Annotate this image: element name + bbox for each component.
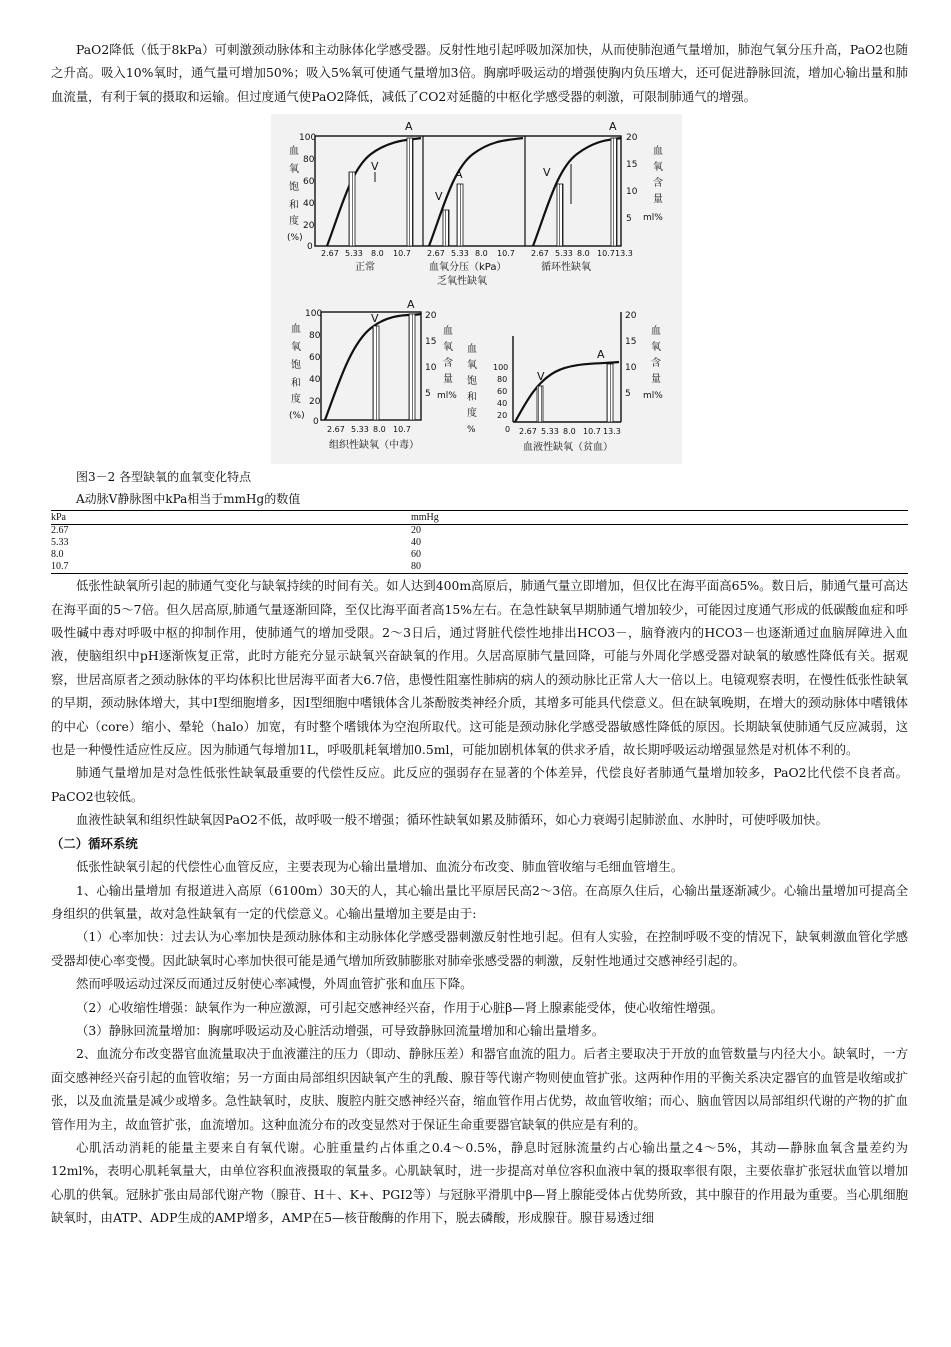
arterial-bar	[407, 138, 413, 246]
table-cell: 40	[411, 537, 421, 549]
paragraph-heart-rate-note: 然而呼吸运动过深反而通过反射使心率减慢，外周血管扩张和血压下降。	[76, 976, 473, 992]
left-axis-label-char: 血	[289, 146, 299, 158]
table-row	[51, 549, 908, 561]
marker-a: A	[609, 120, 617, 134]
venous-bar	[443, 210, 449, 246]
table-cell: 8.0	[51, 549, 64, 561]
x-tick-label: 8.0	[373, 425, 386, 435]
right-axis-unit: ml%	[643, 391, 663, 402]
table-cell: 10.7	[51, 561, 411, 574]
left-axis-unit: (%)	[289, 411, 305, 422]
right-axis-label-char: 含	[651, 358, 661, 370]
left-axis-label-char: 和	[467, 392, 477, 404]
left-axis-unit: (%)	[287, 233, 303, 244]
right-axis-label-char: 血	[651, 326, 661, 338]
y-tick-label: 40	[309, 375, 321, 386]
arterial-bar	[457, 184, 463, 246]
marker-v: V	[371, 160, 379, 174]
right-tick-label: 20	[626, 133, 638, 144]
x-tick-label: 10.7	[497, 249, 515, 259]
x-tick-label: 2.67	[327, 425, 345, 435]
left-axis-label-char: 度	[291, 394, 301, 406]
tissue-hypoxia-panel	[289, 298, 457, 451]
y-tick-label: 60	[309, 353, 321, 364]
paragraph-blood-tissue-hypoxia: 血液性缺氧和组织性缺氧因PaO2不低，故呼吸一般不增强；循环性缺氧如累及肺循环，如心力衰竭引起肺淤血、水肿时，可使呼吸加快。	[76, 812, 828, 828]
left-axis-label-char: 饱	[291, 360, 301, 372]
paragraph-cardiac-output: 1、心输出量增加 有报道进入高原（6100m）30天的人，其心输出量比平原居民高2～3倍。在高原久住后，心输出量逐渐减少。心输出量增加可提高全身组织的供氧量，故对急性缺氧有一定的代偿意义。心输出量增加主要是由于:	[51, 882, 908, 921]
y-tick-label: 20	[303, 221, 315, 232]
paragraph-myocardial-metabolism: 心肌活动消耗的能量主要来自有氧代谢。心脏重量约占体重之0.4～0.5%，静息时冠脉流量约占心输出量之4～5%，其动—静脉血氧含量差约为12ml%，表明心肌耗氧量大，由单位容积血液摄取的氧量多。心肌缺氧时，进一步提高对单位容积血液中氧的摄取率很有限，主要依靠扩张冠状血管以增加心肌的供氧。冠脉扩张由局部代谢产物（腺苷、H＋、K+、PGI2等）与冠脉平滑肌中β—肾上腺能受体占优势所致，其中腺苷的作用最为重要。当心肌细胞缺氧时，由ATP、ADP生成的AMP增多，AMP在5—核苷酸酶的作用下，脱去磷酸，形成腺苷。腺苷易透过细	[51, 1139, 908, 1226]
x-tick-label: 5.33	[555, 249, 573, 259]
x-tick-label: 2.67	[321, 249, 339, 259]
panel-label-anemic: 血液性缺氧（贫血）	[523, 442, 613, 454]
figure-caption: 图3－2 各型缺氧的血氧变化特点	[76, 470, 252, 485]
table-caption: A动脉V静脉图中kPa相当于mmHg的数值	[76, 492, 301, 507]
x-tick-label: 2.67	[427, 249, 445, 259]
inset-tick-label: 40	[497, 399, 508, 409]
marker-a: A	[405, 120, 413, 134]
x-tick-label: 8.0	[475, 249, 488, 259]
x-tick-label: 10.7	[393, 425, 411, 435]
left-axis-label-char: 饱	[467, 376, 477, 388]
panel-label-tissue: 组织性缺氧（中毒）	[329, 440, 419, 452]
x-tick-label: 8.0	[577, 249, 590, 259]
arterial-bar	[611, 138, 617, 246]
right-tick-label: 20	[625, 311, 637, 322]
right-tick-label: 15	[425, 337, 437, 348]
y-tick-label: 80	[303, 155, 315, 166]
marker-a: A	[455, 168, 463, 182]
x-tick-label: 5.33	[451, 249, 469, 259]
oxygen-dissociation-curves	[271, 114, 682, 464]
kpa-mmhg-table	[51, 510, 908, 574]
marker-v: V	[435, 190, 443, 204]
venous-bar	[373, 326, 379, 420]
marker-v: V	[371, 312, 379, 326]
table-row	[51, 537, 908, 549]
x-tick-label: 13.3	[603, 427, 621, 437]
top-row-panels	[287, 120, 663, 287]
x-tick-label: 2.67	[531, 249, 549, 259]
right-tick-label: 5	[626, 214, 632, 225]
right-axis-label-char: 量	[653, 194, 663, 206]
left-axis-label-char: 度	[289, 216, 299, 228]
inset-tick-label: 80	[497, 375, 508, 385]
right-tick-label: 20	[425, 311, 437, 322]
left-axis-label-char: 饱	[289, 182, 299, 194]
marker-v: V	[537, 370, 545, 384]
arterial-bar	[607, 364, 613, 422]
y-tick-label: 0	[505, 425, 511, 435]
marker-a: A	[407, 298, 415, 312]
table-cell: 60	[411, 549, 421, 561]
right-axis-label-char: 量	[443, 374, 453, 386]
x-tick-label: 10.7	[597, 249, 615, 259]
left-axis-unit: %	[467, 425, 476, 436]
inset-tick-label: 60	[497, 387, 508, 397]
paragraph-circ-intro: 低张性缺氧引起的代偿性心血管反应，主要表现为心输出量增加、血流分布改变、肺血管收缩与毛细血管增生。	[76, 859, 684, 875]
inset-tick-label: 100	[493, 363, 509, 373]
table-header-mmhg: mmHg	[411, 511, 908, 525]
right-tick-label: 5	[425, 389, 431, 400]
left-axis-label-char: 和	[289, 200, 299, 212]
right-tick-label: 15	[626, 160, 638, 171]
left-axis-label-char: 血	[291, 324, 301, 336]
paragraph-venous-return: （3）静脉回流量增加：胸廓呼吸运动及心脏活动增强，可导致静脉回流量增加和心输出量增多。	[76, 1022, 605, 1038]
paragraph-ventilation-compensation: 肺通气量增加是对急性低张性缺氧最重要的代偿性反应。此反应的强弱存在显著的个体差异，代偿良好者肺通气量增加较多，PaO2比代偿不良者高。PaCO2也较低。	[51, 765, 908, 804]
right-axis-unit: ml%	[437, 391, 457, 402]
section-heading-circulation: （二）循环系统	[51, 835, 138, 851]
right-tick-label: 10	[425, 363, 437, 374]
paragraph-heart-rate: （1）心率加快：过去认为心率加快是颈动脉体和主动脉体化学感受器刺激反射性地引起。但有人实验，在控制呼吸不变的情况下，缺氧刺激血管化学感受器却使心率变慢。因此缺氧时心率加快很可能是通气增加所致肺膨胀对肺牵张感受器的刺激，反射性地通过交感神经引起的。	[51, 929, 908, 968]
marker-a: A	[597, 348, 605, 362]
table-cell: 20	[411, 525, 421, 537]
left-axis-label-char: 氧	[467, 360, 477, 372]
venous-bar	[349, 172, 355, 246]
y-tick-label: 60	[303, 177, 315, 188]
right-axis-label-char: 氧	[443, 342, 453, 354]
top-panels-frame	[315, 136, 621, 246]
x-tick-label: 8.0	[371, 249, 384, 259]
right-axis-label-char: 氧	[653, 162, 663, 174]
table-row	[51, 525, 908, 538]
y-tick-label: 100	[305, 309, 323, 320]
right-axis-label-char: 含	[653, 178, 663, 190]
table-cell: 80	[411, 561, 908, 574]
figure-hypoxia-curves	[271, 114, 682, 464]
anemic-hypoxia-panel	[467, 311, 663, 453]
y-tick-label: 40	[303, 199, 315, 210]
inset-tick-label: 20	[497, 411, 508, 421]
table-header-kpa: kPa	[51, 511, 411, 525]
y-tick-label: 0	[313, 417, 319, 428]
left-axis-label-char: 和	[291, 378, 301, 390]
left-axis-label-char: 氧	[289, 164, 299, 176]
x-tick-label: 13.3	[615, 249, 633, 259]
panel-label-circulatory: 循环性缺氧	[541, 262, 591, 274]
right-tick-label: 15	[625, 337, 637, 348]
paragraph-contractility: （2）心收缩性增强：缺氧作为一种应激源，可引起交感神经兴奋，作用于心脏β—肾上腺素能受体，使心收缩性增强。	[76, 999, 723, 1015]
table-cell: 5.33	[51, 537, 69, 549]
curve-anemic	[515, 362, 619, 422]
x-tick-label: 8.0	[563, 427, 576, 437]
curve-circulatory	[533, 138, 621, 246]
x-tick-label: 10.7	[393, 249, 411, 259]
left-axis-label-char: 氧	[291, 342, 301, 354]
table-header-row	[51, 511, 908, 525]
x-tick-label: 10.7	[583, 427, 601, 437]
panel-label-hypoxic: 乏氧性缺氧	[437, 276, 487, 288]
right-axis-label-char: 血	[443, 326, 453, 338]
y-tick-label: 0	[307, 242, 313, 253]
page-content	[51, 38, 908, 1230]
x-tick-label: 5.33	[345, 249, 363, 259]
paragraph-ventilation-intro: PaO2降低（低于8kPa）可刺激颈动脉体和主动脉体化学感受器。反射性地引起呼吸加深加快，从而使肺泡通气量增加，肺泡气氧分压升高，PaO2也随之升高。吸入10%氧时，通气量可增加50%；吸入5%氧可使通气量增加3倍。胸廓呼吸运动的增强使胸内负压增大，还可促进静脉回流，增加心输出量和肺血流量，有利于氧的摄取和运输。但过度通气使PaO2降低，减低了CO2对延髓的中枢化学感受器的刺激，可限制肺通气的增强。	[51, 42, 908, 104]
right-axis-label-char: 氧	[651, 342, 661, 354]
left-axis-label-char: 血	[467, 344, 477, 356]
marker-v: V	[543, 166, 551, 180]
venous-bar	[557, 184, 563, 246]
venous-bar	[537, 386, 543, 422]
table-cell: 2.67	[51, 525, 69, 537]
arterial-bar	[409, 314, 415, 420]
right-axis-label-char: 含	[443, 358, 453, 370]
panel-label-axis: 血氧分压（kPa）	[429, 262, 507, 274]
x-tick-label: 5.33	[351, 425, 369, 435]
y-tick-label: 80	[309, 331, 321, 342]
panel-label-normal: 正常	[355, 262, 375, 274]
left-axis-label-char: 度	[467, 408, 477, 420]
right-tick-label: 5	[625, 389, 631, 400]
right-axis-unit: ml%	[643, 213, 663, 224]
right-axis-label-char: 血	[653, 146, 663, 158]
right-axis-label-char: 量	[651, 374, 661, 386]
paragraph-blood-flow-distribution: 2、血流分布改变器官血流量取决于血液灌注的压力（即动、静脉压差）和器官血流的阻力。后者主要取决于开放的血管数量与内径大小。缺氧时，一方面交感神经兴奋引起的血管收缩；另一方面由局部组织因缺氧产生的乳酸、腺苷等代谢产物则使血管扩张。这两种作用的平衡关系决定器官的血管是收缩或扩张，以及血流量是减少或增多。急性缺氧时，皮肤、腹腔内脏交感神经兴奋，缩血管作用占优势，故血管收缩；而心、脑血管因以局部组织代谢的产物的扩血管作用为主，故血管扩张，血流增加。这种血流分布的改变显然对于保证生命重要器官缺氧的供应是有利的。	[51, 1046, 908, 1132]
y-tick-label: 20	[309, 397, 321, 408]
y-tick-label: 100	[299, 133, 317, 144]
paragraph-ventilation-duration: 低张性缺氧所引起的肺通气变化与缺氧持续的时间有关。如人达到400m高原后，肺通气量立即增加，但仅比在海平面高65%。数日后，肺通气量可高达在海平面的5～7倍。但久居高原,肺通气量逐渐回降，至仅比海平面者高15%左右。在急性缺氧早期肺通气增加较少，可能因过度通气形成的低碳酸血症和呼吸性碱中毒对呼吸中枢的抑制作用，使肺通气的增加受限。2～3日后，通过肾脏代偿性地排出HCO3－，脑脊液内的HCO3－也逐渐通过血脑屏障进入血液，使脑组织中pH逐渐恢复正常，此时方能充分显示缺氧兴奋缺氧的作用。久居高原肺气量回降，可能与外周化学感受器对缺氧的敏感性降低有关。据观察，世居高原者之颈动脉体的平均体积比世居海平面者大6.7倍，患慢性阻塞性肺病的病人的颈动脉比正常人大一倍以上。电镜观察表明，在慢性低张性缺氧的早期，颈动脉体增大，其中I型细胞增多，因I型细胞中嗜锇体含儿茶酚胺类神经介质，其增多可能具代偿意义。但在缺氧晚期，在增大的颈动脉体中嗜锇体的中心（core）缩小、晕轮（halo）加宽，有时整个嗜锇体为空泡所取代。这可能是颈动脉化学感受器敏感性降低的原因。长期缺氧使肺通气反应减弱，这也是一种慢性适应性反应。因为肺通气每增加1L，呼吸肌耗氧增加0.5ml，可能加剧机体氧的供求矛盾，故长期呼吸运动增强显然是对机体不利的。	[51, 578, 908, 758]
right-tick-label: 10	[626, 187, 638, 198]
right-tick-label: 10	[625, 363, 637, 374]
x-tick-label: 5.33	[541, 427, 559, 437]
table-row	[51, 561, 908, 574]
x-tick-label: 2.67	[519, 427, 537, 437]
